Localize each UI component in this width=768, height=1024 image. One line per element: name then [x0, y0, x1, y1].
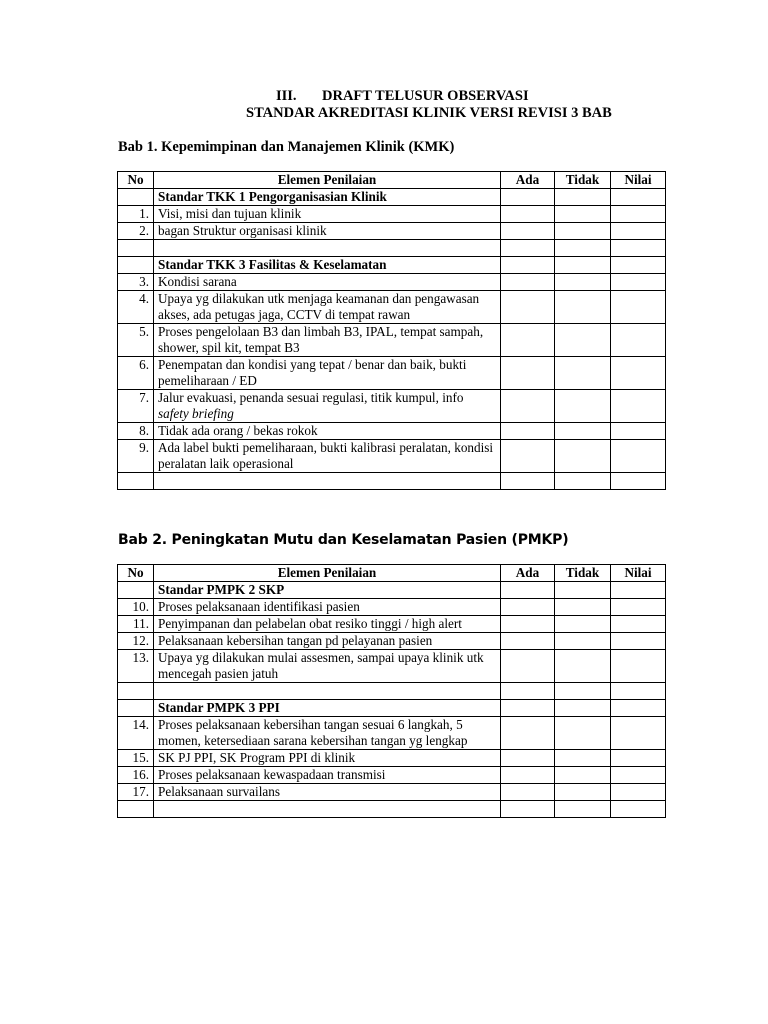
element-text-main: Pelaksanaan kebersihan tangan pd pelayanan pasien [158, 633, 433, 648]
nilai-cell[interactable] [611, 291, 666, 324]
table-row [118, 650, 666, 683]
ada-cell[interactable] [501, 274, 555, 291]
nilai-cell[interactable] [611, 423, 666, 440]
tidak-cell[interactable] [555, 257, 611, 274]
ada-cell[interactable] [501, 599, 555, 616]
element-text [154, 324, 501, 357]
element-text-main: Standar PMPK 2 SKP [158, 582, 285, 597]
nilai-cell[interactable] [611, 582, 666, 599]
row-number: 16. [118, 767, 154, 784]
standard-title [154, 582, 501, 599]
nilai-cell[interactable] [611, 801, 666, 818]
element-text [154, 717, 501, 750]
header-ada: Ada [501, 172, 555, 189]
document-title-line1 [276, 88, 529, 105]
row-number [118, 189, 154, 206]
element-text-main: Proses pelaksanaan identifikasi pasien [158, 599, 360, 614]
element-text-main: Kondisi sarana [158, 274, 237, 289]
element-text [154, 274, 501, 291]
row-number [118, 240, 154, 257]
table-row [118, 223, 666, 240]
header-elemen: Elemen Penilaian [154, 565, 501, 582]
row-number [118, 257, 154, 274]
table-row [118, 784, 666, 801]
tidak-cell[interactable] [555, 291, 611, 324]
tidak-cell[interactable] [555, 223, 611, 240]
tidak-cell[interactable] [555, 390, 611, 423]
ada-cell[interactable] [501, 206, 555, 223]
row-number: 3. [118, 274, 154, 291]
title-number: III. [276, 88, 297, 104]
element-text [154, 206, 501, 223]
element-text-main: Ada label bukti pemeliharaan, bukti kalibrasi peralatan, kondisi peralatan laik operasional [158, 440, 494, 471]
element-text [154, 750, 501, 767]
nilai-cell[interactable] [611, 784, 666, 801]
ada-cell[interactable] [501, 750, 555, 767]
bab1-heading: Bab 1. Kepemimpinan dan Manajemen Klinik (KMK) [118, 139, 455, 155]
row-number [118, 801, 154, 818]
table-row [118, 206, 666, 223]
element-text [154, 473, 501, 490]
header-tidak: Tidak [555, 565, 611, 582]
title-text: DRAFT TELUSUR OBSERVASI [322, 88, 529, 104]
element-text-main: Upaya yg dilakukan mulai assesmen, sampai upaya klinik utk mencegah pasien jatuh [158, 650, 484, 681]
nilai-cell[interactable] [611, 616, 666, 633]
element-text-main: SK PJ PPI, SK Program PPI di klinik [158, 750, 356, 765]
tidak-cell[interactable] [555, 616, 611, 633]
row-number: 6. [118, 357, 154, 390]
element-text [154, 683, 501, 700]
table-header-row [118, 565, 666, 582]
row-number [118, 473, 154, 490]
bab2-table-body [118, 582, 666, 818]
table-row [118, 390, 666, 423]
tidak-cell[interactable] [555, 599, 611, 616]
table-row [118, 423, 666, 440]
element-text [154, 390, 501, 423]
tidak-cell[interactable] [555, 440, 611, 473]
bab2-table [117, 564, 666, 818]
element-text-italic: safety briefing [158, 406, 234, 421]
tidak-cell[interactable] [555, 801, 611, 818]
nilai-cell[interactable] [611, 189, 666, 206]
standard-title [154, 257, 501, 274]
element-text-main: Standar PMPK 3 PPI [158, 700, 280, 715]
element-text [154, 291, 501, 324]
ada-cell[interactable] [501, 717, 555, 750]
ada-cell[interactable] [501, 700, 555, 717]
element-text-main: Upaya yg dilakukan utk menjaga keamanan dan pengawasan akses, ada petugas jaga, CCTV di tempat rawan [158, 291, 480, 322]
element-text-main: Visi, misi dan tujuan klinik [158, 206, 302, 221]
nilai-cell[interactable] [611, 650, 666, 683]
tidak-cell[interactable] [555, 274, 611, 291]
ada-cell[interactable] [501, 189, 555, 206]
tidak-cell[interactable] [555, 206, 611, 223]
document-title-line2: STANDAR AKREDITASI KLINIK VERSI REVISI 3 BAB [246, 105, 612, 121]
tidak-cell[interactable] [555, 240, 611, 257]
row-number: 14. [118, 717, 154, 750]
row-number: 7. [118, 390, 154, 423]
element-text-main: Proses pelaksanaan kebersihan tangan sesuai 6 langkah, 5 momen, ketersediaan sarana kebersihan tangan yg lengkap [158, 717, 468, 748]
header-tidak: Tidak [555, 172, 611, 189]
element-text [154, 650, 501, 683]
nilai-cell[interactable] [611, 357, 666, 390]
tidak-cell[interactable] [555, 582, 611, 599]
tidak-cell[interactable] [555, 473, 611, 490]
row-number: 9. [118, 440, 154, 473]
bab2-heading: Bab 2. Peningkatan Mutu dan Keselamatan Pasien (PMKP) [118, 532, 569, 548]
row-number [118, 683, 154, 700]
tidak-cell[interactable] [555, 633, 611, 650]
bab1-table-body [118, 189, 666, 490]
row-number: 12. [118, 633, 154, 650]
ada-cell[interactable] [501, 257, 555, 274]
nilai-cell[interactable] [611, 473, 666, 490]
nilai-cell[interactable] [611, 206, 666, 223]
element-text-main: Penyimpanan dan pelabelan obat resiko tinggi / high alert [158, 616, 462, 631]
standard-row [118, 189, 666, 206]
header-nilai: Nilai [611, 172, 666, 189]
element-text [154, 423, 501, 440]
nilai-cell[interactable] [611, 750, 666, 767]
row-number [118, 700, 154, 717]
nilai-cell[interactable] [611, 767, 666, 784]
row-number: 2. [118, 223, 154, 240]
ada-cell[interactable] [501, 801, 555, 818]
standard-row [118, 700, 666, 717]
ada-cell[interactable] [501, 440, 555, 473]
row-number: 11. [118, 616, 154, 633]
table-row [118, 717, 666, 750]
table-row [118, 616, 666, 633]
ada-cell[interactable] [501, 357, 555, 390]
ada-cell[interactable] [501, 240, 555, 257]
ada-cell[interactable] [501, 633, 555, 650]
tidak-cell[interactable] [555, 324, 611, 357]
ada-cell[interactable] [501, 390, 555, 423]
nilai-cell[interactable] [611, 240, 666, 257]
element-text [154, 223, 501, 240]
element-text [154, 801, 501, 818]
nilai-cell[interactable] [611, 683, 666, 700]
tidak-cell[interactable] [555, 717, 611, 750]
ada-cell[interactable] [501, 767, 555, 784]
blank-row [118, 473, 666, 490]
table-row [118, 440, 666, 473]
element-text-main: Tidak ada orang / bekas rokok [158, 423, 318, 438]
nilai-cell[interactable] [611, 633, 666, 650]
table-row [118, 357, 666, 390]
nilai-cell[interactable] [611, 257, 666, 274]
header-no: No [118, 172, 154, 189]
header-elemen: Elemen Penilaian [154, 172, 501, 189]
header-ada: Ada [501, 565, 555, 582]
table-row [118, 633, 666, 650]
nilai-cell[interactable] [611, 700, 666, 717]
nilai-cell[interactable] [611, 223, 666, 240]
row-number: 10. [118, 599, 154, 616]
ada-cell[interactable] [501, 784, 555, 801]
blank-row [118, 240, 666, 257]
ada-cell[interactable] [501, 650, 555, 683]
row-number: 17. [118, 784, 154, 801]
standard-row [118, 582, 666, 599]
element-text [154, 784, 501, 801]
tidak-cell[interactable] [555, 700, 611, 717]
ada-cell[interactable] [501, 473, 555, 490]
tidak-cell[interactable] [555, 750, 611, 767]
row-number: 1. [118, 206, 154, 223]
table-row [118, 324, 666, 357]
tidak-cell[interactable] [555, 357, 611, 390]
tidak-cell[interactable] [555, 784, 611, 801]
nilai-cell[interactable] [611, 274, 666, 291]
element-text-main: Standar TKK 1 Pengorganisasian Klinik [158, 189, 387, 204]
element-text-main: Proses pelaksanaan kewaspadaan transmisi [158, 767, 386, 782]
table-row [118, 274, 666, 291]
element-text-main: Standar TKK 3 Fasilitas & Keselamatan [158, 257, 387, 272]
element-text-main: bagan Struktur organisasi klinik [158, 223, 327, 238]
standard-row [118, 257, 666, 274]
element-text-main: Proses pengelolaan B3 dan limbah B3, IPAL, tempat sampah, shower, spil kit, tempat B3 [158, 324, 484, 355]
ada-cell[interactable] [501, 423, 555, 440]
ada-cell[interactable] [501, 223, 555, 240]
ada-cell[interactable] [501, 683, 555, 700]
element-text [154, 240, 501, 257]
tidak-cell[interactable] [555, 423, 611, 440]
tidak-cell[interactable] [555, 189, 611, 206]
nilai-cell[interactable] [611, 599, 666, 616]
table-row [118, 750, 666, 767]
row-number: 8. [118, 423, 154, 440]
element-text [154, 357, 501, 390]
row-number [118, 582, 154, 599]
element-text [154, 767, 501, 784]
element-text [154, 616, 501, 633]
row-number: 5. [118, 324, 154, 357]
table-row [118, 599, 666, 616]
header-nilai: Nilai [611, 565, 666, 582]
standard-title [154, 700, 501, 717]
element-text-main: Jalur evakuasi, penanda sesuai regulasi, titik kumpul, info [158, 390, 464, 405]
table-row [118, 291, 666, 324]
element-text-main: Penempatan dan kondisi yang tepat / benar dan baik, bukti pemeliharaan / ED [158, 357, 467, 388]
tidak-cell[interactable] [555, 767, 611, 784]
ada-cell[interactable] [501, 291, 555, 324]
ada-cell[interactable] [501, 324, 555, 357]
blank-row [118, 683, 666, 700]
nilai-cell[interactable] [611, 390, 666, 423]
element-text [154, 599, 501, 616]
tidak-cell[interactable] [555, 683, 611, 700]
header-no: No [118, 565, 154, 582]
bab1-table [117, 171, 666, 490]
standard-title [154, 189, 501, 206]
table-header-row [118, 172, 666, 189]
element-text [154, 440, 501, 473]
nilai-cell[interactable] [611, 440, 666, 473]
ada-cell[interactable] [501, 616, 555, 633]
blank-row [118, 801, 666, 818]
nilai-cell[interactable] [611, 324, 666, 357]
tidak-cell[interactable] [555, 650, 611, 683]
row-number: 13. [118, 650, 154, 683]
row-number: 15. [118, 750, 154, 767]
ada-cell[interactable] [501, 582, 555, 599]
element-text-main: Pelaksanaan survailans [158, 784, 280, 799]
row-number: 4. [118, 291, 154, 324]
table-row [118, 767, 666, 784]
element-text [154, 633, 501, 650]
nilai-cell[interactable] [611, 717, 666, 750]
